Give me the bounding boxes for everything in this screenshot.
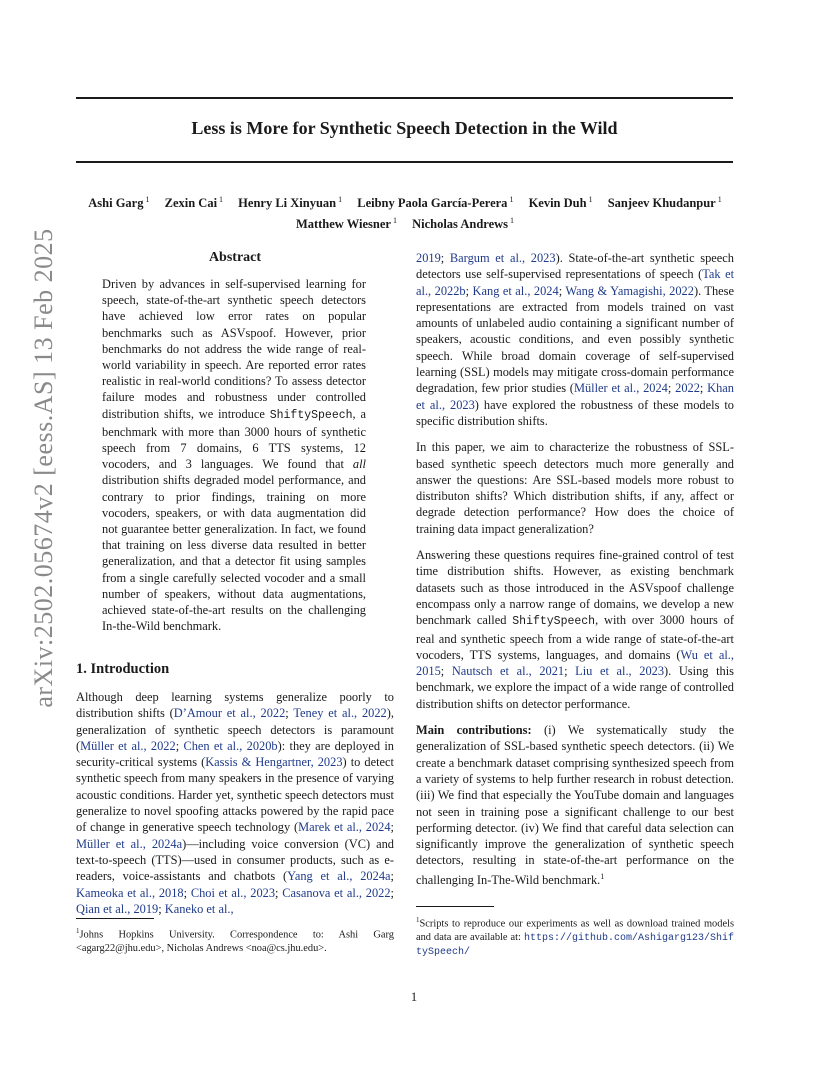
footnote-marker: 1 xyxy=(76,927,80,935)
citation-link[interactable]: Wu et al., 2015 xyxy=(416,647,734,679)
author-line-1 xyxy=(70,191,740,212)
body-text: Although deep learning systems generalize poorly to distribution shifts ( xyxy=(76,690,394,721)
footnote-rule xyxy=(76,918,154,919)
author-affiliation: 1 xyxy=(588,195,593,204)
page-number: 1 xyxy=(410,990,418,1004)
citation-link[interactable]: Kang et al., 2024 xyxy=(472,283,559,298)
citation-link[interactable]: Yang et al., 2024a xyxy=(287,869,391,884)
paragraph xyxy=(416,722,734,888)
citation-link[interactable]: Nautsch et al., 2021 xyxy=(451,664,565,679)
title-top-rule xyxy=(76,97,733,99)
introduction-body xyxy=(76,689,394,917)
citation-link[interactable]: Bargum et al., 2023 xyxy=(449,251,556,265)
paragraph xyxy=(416,547,734,712)
footnote-text: Scripts to reproduce our experiments as well as download trained models and data are available at: xyxy=(416,918,734,943)
citation-link[interactable]: Chen et al., 2020b xyxy=(183,738,278,753)
author-name: Kevin Duh xyxy=(528,196,587,211)
body-text: ) to detect synthetic speech from many speakers in the presence of varying acoustic conditions. Harder yet, synthetic speech detectors must generalize to novel spoofing attacks powered by the rapid pace of change in generative speech technology ( xyxy=(76,755,394,835)
paper-title: Less is More for Synthetic Speech Detection in the Wild xyxy=(191,118,618,138)
repository-link[interactable]: https://github.com/Ashigarg123/ShiftySpeech/ xyxy=(416,932,734,959)
body-text: ). State-of-the-art synthetic speech detectors use self-supervised representations of speech ( xyxy=(416,251,734,282)
abstract-heading: Abstract xyxy=(208,250,262,265)
footnote-rule xyxy=(416,906,494,907)
author-name: Sanjeev Khudanpur xyxy=(607,196,716,211)
citation-link[interactable]: D’Amour et al., 2022 xyxy=(173,706,286,721)
citation-link[interactable]: Liu et al., 2023 xyxy=(575,664,665,679)
body-text: (i) We systematically study the generalization of SSL-based synthetic speech detectors. (ii) We create a benchmark dataset comprising synthesized speech from a variety of systems to help further research in robust detection. (iii) We find that especially the YouTube domain and languages not seen in training pose a significant challenge to our best performing detector. (iv) We find that careful data selection can significantly improve the generalization of synthetic speech detectors, resulting in state-of-the-art performance on the challenging In-The-Wild benchmark. xyxy=(416,723,734,887)
footnote-affiliation xyxy=(76,925,394,955)
body-text: )—including voice conversion (VC) and text-to-speech (TTS)—used in consumer products, such as e-readers, voice-assistants and chatbots ( xyxy=(76,836,394,884)
citation-link[interactable]: Kameoka et al., 2018 xyxy=(76,885,184,900)
citation-separator: ; xyxy=(175,738,184,753)
author-affiliation: 1 xyxy=(338,195,343,204)
body-text: ). These representations are extracted from models trained on vast amounts of unlabeled audio containing a significant number of speakers, acoustic conditions, and even possibly synthetic speech. While broad domain coverage of self-supervised learning (SSL) models may mitigate cross-domain performance degradation, few prior studies ( xyxy=(416,283,735,396)
author-affiliation: 1 xyxy=(392,216,397,226)
citation-separator: ; xyxy=(699,381,708,396)
citation-link[interactable]: 2019 xyxy=(416,251,441,265)
paragraph xyxy=(416,250,734,429)
author-name: Henry Li Xinyuan xyxy=(238,196,337,211)
title-bottom-rule xyxy=(76,161,733,163)
citation-separator: ; xyxy=(390,869,394,884)
citation-separator: ; xyxy=(390,820,394,835)
benchmark-name: ShiftySpeech xyxy=(269,408,353,422)
benchmark-name: ShiftySpeech xyxy=(512,615,596,629)
paragraph-lead: Main contributions: xyxy=(416,723,532,738)
citation-link[interactable]: Müller et al., 2024 xyxy=(573,381,668,396)
citation-separator: ; xyxy=(285,706,294,721)
paragraph: In this paper, we aim to characterize the robustness of SSL-based synthetic speech detectors much more generally and answer the questions: Are SSL-based models more robust to distributon shifts? Which distribution shifts, if any, affect or degrade detection performance? How does the choice of training data impact generalization? xyxy=(416,440,734,536)
body-text: ), generalization of synthetic speech detectors is paramount ( xyxy=(76,706,394,753)
author-name: Ashi Garg xyxy=(88,196,144,211)
citation-separator: ; xyxy=(667,381,676,396)
citation-link[interactable]: Wang & Yamagishi, 2022 xyxy=(565,283,694,298)
author-affiliation: 1 xyxy=(509,195,514,204)
citation-link[interactable]: Choi et al., 2023 xyxy=(190,885,276,900)
body-text: , with over 3000 hours of real and synthetic speech from a wide range of state-of-the-art vocoders, TTS systems, languages, and domains ( xyxy=(416,613,734,662)
citation-separator: ; xyxy=(390,885,394,900)
footnote-marker: 1 xyxy=(416,916,420,924)
citation-link[interactable]: Marek et al., 2024 xyxy=(298,820,391,835)
citation-separator: ; xyxy=(564,664,576,679)
citation-separator: ; xyxy=(440,664,452,679)
abstract-text: , a benchmark with more than 3000 hours of synthetic speech from 7 domains, 6 TTS systems, 12 vocoders, and 3 languages. We found that xyxy=(102,406,366,472)
abstract-text: distribution shifts degraded model performance, and contrary to prior findings, training on more vocoders, speakers, or with data augmentation did not guarantee better generalization. In fact, we found that training on less diverse data resulted in better generalization, and that a detector fit using samples from a single carefully selected vocoder and a small number of speakers, without data augmentations, achieved state-of-the-art results on the challenging In-the-Wild benchmark. xyxy=(102,473,366,634)
author-name: Zexin Cai xyxy=(164,196,218,211)
author-affiliation: 1 xyxy=(510,216,515,226)
body-text: ). Using this benchmark, we explore the impact of a wide range of controlled distribution shifts on detector performance. xyxy=(416,664,734,711)
body-text: ): they are deployed in security-critical systems ( xyxy=(76,738,394,770)
citation-separator: ; xyxy=(183,885,191,900)
footnote-text: Johns Hopkins University. Correspondence to: Ashi Garg <agarg22@jhu.edu>, Nicholas Andrews <noa@cs.jhu.edu>. xyxy=(76,929,394,954)
author-name: Matthew Wiesner xyxy=(295,217,391,232)
author-name: Leibny Paola García-Perera xyxy=(357,196,508,211)
citation-separator: ; xyxy=(275,885,283,900)
citation-link[interactable]: Kassis & Hengartner, 2023 xyxy=(205,755,343,770)
citation-separator: ; xyxy=(158,901,165,916)
author-line-2 xyxy=(70,212,740,233)
right-column xyxy=(416,250,734,898)
citation-separator: ; xyxy=(440,251,450,265)
author-name: Nicholas Andrews xyxy=(412,217,509,232)
author-affiliation: 1 xyxy=(219,195,224,204)
abstract-text: Driven by advances in self-supervised learning for speech, state-of-the-art synthetic speech detectors have achieved low error rates on popular benchmarks such as ASVspoof. However, prior benchmarks do not address the wide range of real-world variability in speech. Are reported error rates realistic in real-world conditions? To assess detector failure modes and robustness under controlled distribution shifts, we introduce xyxy=(102,277,366,421)
citation-link[interactable]: 2022 xyxy=(675,381,700,396)
author-affiliation: 1 xyxy=(717,195,722,204)
citation-link[interactable]: Tak et al., 2022b xyxy=(416,267,735,298)
citation-link[interactable]: Khan et al., 2023 xyxy=(416,381,734,412)
section-heading-introduction: 1. Introduction xyxy=(76,661,170,677)
body-text: ) have explored the robustness of these models to specific distribution shifts. xyxy=(416,397,734,428)
abstract-body xyxy=(102,276,366,634)
citation-separator: ; xyxy=(465,283,473,298)
citation-link[interactable]: Teney et al., 2022 xyxy=(293,706,387,721)
citation-link[interactable]: Casanova et al., 2022 xyxy=(282,885,391,900)
footnote-marker: 1 xyxy=(600,871,605,881)
citation-separator: ; xyxy=(558,283,566,298)
author-list xyxy=(70,191,740,233)
citation-link[interactable]: Müller et al., 2024a xyxy=(76,836,183,851)
citation-link[interactable]: Qian et al., 2019 xyxy=(76,901,159,916)
body-text: Answering these questions requires fine-grained control of test time distribution shifts. However, as existing benchmark datasets such as those introduced in the ASVspoof challenge encompass only a narrow range of domains, we develop a new benchmark called xyxy=(416,548,734,628)
emphasis-text: all xyxy=(352,457,366,472)
citation-link[interactable]: Müller et al., 2022 xyxy=(80,738,176,753)
footnote-code xyxy=(416,914,734,960)
arxiv-identifier-stamp: arXiv:2502.05674v2 [eess.AS] 13 Feb 2025 xyxy=(29,228,58,708)
citation-link[interactable]: Kaneko et al., xyxy=(164,901,234,916)
author-affiliation: 1 xyxy=(145,195,150,204)
